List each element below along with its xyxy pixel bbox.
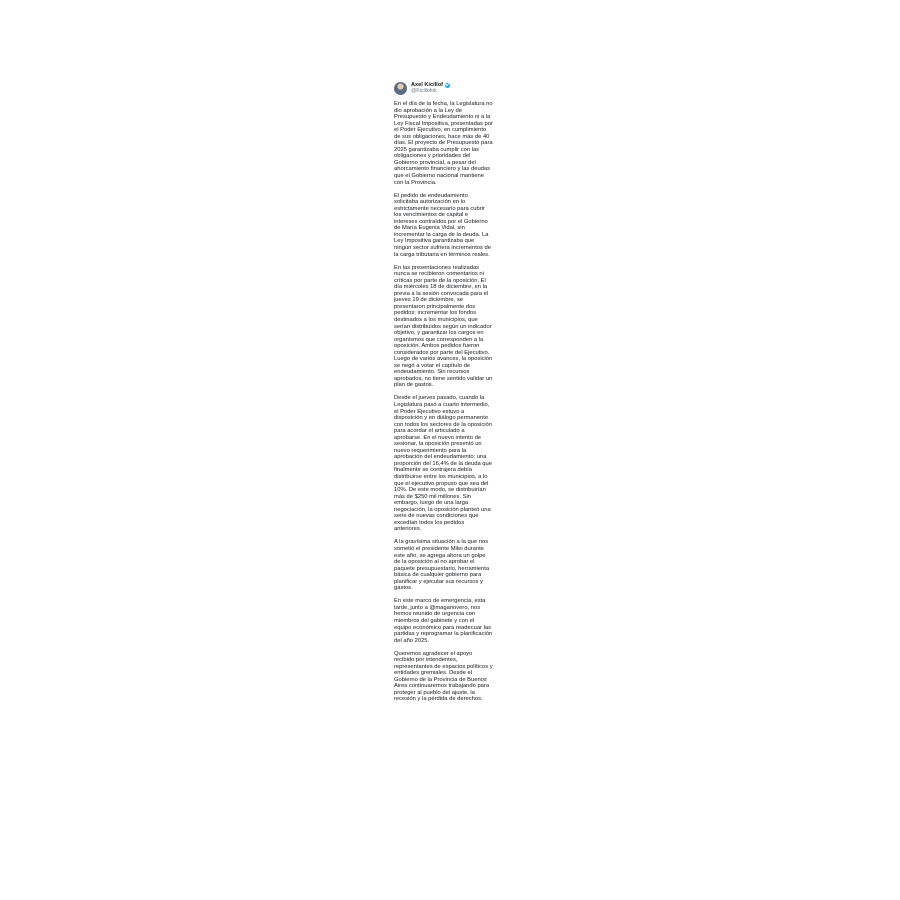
tweet-paragraph-6: En este marco de emergencia, esta tarde, junto a @maganovero, nos hemos reunido de urgencia con miembros del gabinete y con el equipo económico para readecuar las partidas y reprogramar la planificación del año 2025.	[394, 598, 493, 644]
tweet-body	[394, 101, 509, 703]
avatar[interactable]	[394, 82, 407, 95]
display-name[interactable]: Axel Kicillof	[411, 82, 444, 88]
tweet-paragraph-5: A la gravísima situación a la que nos sometió el presidente Milei durante este año, se agrega ahora un golpe de la oposición al no aprobar el paquete presupuestario, herramienta básica de cualquier gobierno para planificar y ejecutar sus recursos y gastos.	[394, 539, 490, 592]
tweet-paragraph-1: En el día de la fecha, la Legislatura no dio aprobación a la Ley de Presupuesto y Endeudamiento ni a la Ley Fiscal Impositiva, presentadas por el Poder Ejecutivo, en cumplimiento de sus obligaciones, hace más de 40 días. El proyecto de Presupuesto para 2025 garantizaba cumplir con las obligaciones y prioridades del Gobierno provincial, a pesar del ahorcamiento financiero y las deudas que el Gobierno nacional mantiene con la Provincia.	[394, 101, 493, 186]
author-info	[411, 82, 450, 94]
verified-badge-icon	[445, 83, 450, 88]
tweet-paragraph-2: El pedido de endeudamiento solicitaba autorización en lo estrictamente necesario para cubrir los vencimientos de capital e intereses contraídos por el Gobierno de María Eugenia Vidal, sin incrementar la carga de la deuda. La Ley Impositiva garantizaba que ningún sector sufriera incrementos de la carga tributaria en términos reales.	[394, 192, 491, 258]
tweet-card	[394, 80, 509, 710]
user-handle[interactable]: @Kicillofok	[411, 88, 437, 94]
tweet-paragraph-3: En las presentaciones realizadas nunca se recibieron comentarios ni críticas por parte de la oposición. El día miércoles 18 de diciembre, en la previa a la sesión convocada para el jueves 19 de diciembre, se presentaron principalmente dos pedidos: incrementar los fondos destinados a los municipios, que serían distribuidos según un indicador objetivo, y garantizar los cargos en organismos que corresponden a la oposición. Ambos pedidos fueron considerados por parte del Ejecutivo. Luego de varios avances, la oposición se negó a votar el capítulo de endeudamiento. Sin recursos aprobados, no tiene sentido validar un plan de gastos.	[394, 264, 493, 389]
tweet-paragraph-7: Queremos agradecer el apoyo recibido por intendentes, representantes de espacios políticos y entidades gremiales. Desde el Gobierno de la Provincia de Buenos Aires continuaremos trabajando para proteger al pueblo del ajuste, la recesión y la pérdida de derechos.	[394, 650, 493, 703]
tweet-paragraph-4: Desde el jueves pasado, cuando la Legislatura pasó a cuarto intermedio, el Poder Ejecutivo estuvo a disposición y en diálogo permanente con todos los sectores de la oposición para acordar el articulado a aprobarse. En el nuevo intento de sesionar, la oposición presentó un nuevo requerimiento para la aprobación del endeudamiento: una proporción del 16,4% de la deuda que finalmente se contrajera debía distribuirse entre los municipios, a lo que el ejecutivo propuso que sea del 10%. De este modo, se distribuirían más de $250 mil millones. Sin embargo, luego de una larga negociación, la oposición planteó una serie de nuevas condiciones que excedían todos los pedidos anteriores.	[394, 395, 492, 533]
tweet-header	[394, 80, 509, 96]
